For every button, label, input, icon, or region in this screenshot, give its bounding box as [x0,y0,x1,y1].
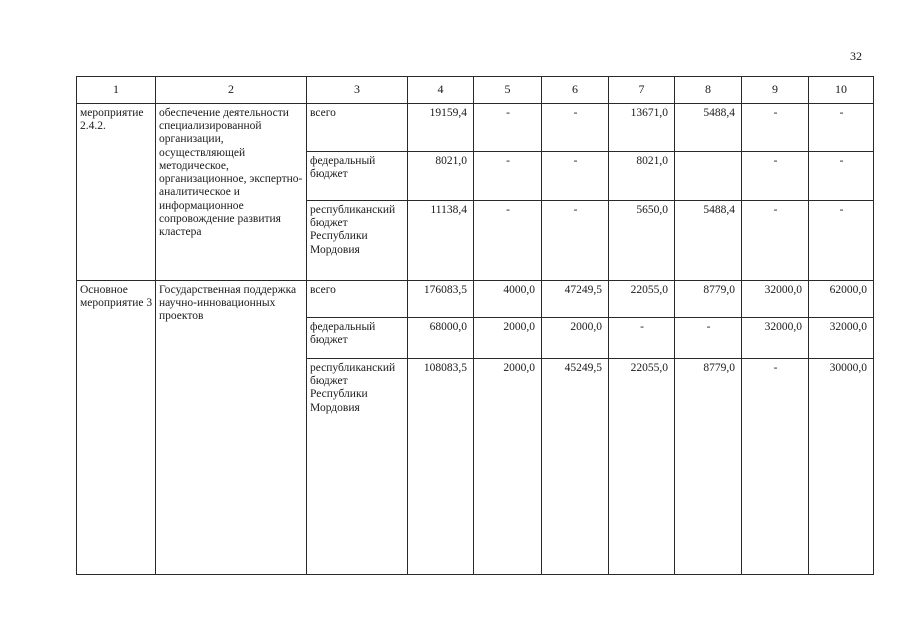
header-cell: 1 [77,77,156,104]
value-cell: 11138,4 [408,201,474,281]
value-cell: 176083,5 [408,281,474,318]
value-cell: 13671,0 [609,104,675,152]
value-cell: 5488,4 [675,104,742,152]
header-cell: 3 [307,77,408,104]
value-cell: 22055,0 [609,281,675,318]
funding-source-cell: федеральный бюджет [307,318,408,359]
value-cell: - [742,104,809,152]
value-cell: 2000,0 [474,359,542,575]
value-cell: 5650,0 [609,201,675,281]
value-cell [675,152,742,201]
header-cell: 9 [742,77,809,104]
table-row [77,281,874,318]
value-cell: 22055,0 [609,359,675,575]
value-cell: 2000,0 [542,318,609,359]
value-cell: 8021,0 [408,152,474,201]
activity-description-cell: обеспечение деятельности специализированной организации, осуществляющей методическое, организационное, экспертно-аналитическое и информационное сопровождение развития кластера [156,104,307,281]
page-number: 32 [850,49,862,63]
value-cell: - [474,152,542,201]
funding-source-cell: республиканский бюджет Республики Мордовия [307,201,408,281]
header-cell: 10 [809,77,874,104]
funding-source-cell: всего [307,281,408,318]
activity-description-cell: Государственная поддержка научно-инновационных проектов [156,281,307,575]
value-cell: 2000,0 [474,318,542,359]
value-cell: - [542,201,609,281]
header-cell: 8 [675,77,742,104]
budget-table [76,76,874,575]
value-cell: - [809,104,874,152]
value-cell: - [742,201,809,281]
funding-source-cell: республиканский бюджет Республики Мордовия [307,359,408,575]
value-cell: 30000,0 [809,359,874,575]
table-row [77,104,874,152]
value-cell: 62000,0 [809,281,874,318]
value-cell: - [609,318,675,359]
funding-source-cell: федеральный бюджет [307,152,408,201]
activity-name-cell: Основное мероприятие 3 [77,281,156,575]
header-cell: 7 [609,77,675,104]
value-cell: - [742,152,809,201]
value-cell: 68000,0 [408,318,474,359]
value-cell: - [809,152,874,201]
value-cell: - [542,152,609,201]
value-cell: - [675,318,742,359]
value-cell: 45249,5 [542,359,609,575]
value-cell: 8779,0 [675,281,742,318]
value-cell: 32000,0 [742,318,809,359]
value-cell: 108083,5 [408,359,474,575]
value-cell: 19159,4 [408,104,474,152]
header-cell: 2 [156,77,307,104]
value-cell: 5488,4 [675,201,742,281]
value-cell: 32000,0 [742,281,809,318]
value-cell: 47249,5 [542,281,609,318]
value-cell: - [742,359,809,575]
value-cell: - [474,104,542,152]
funding-source-cell: всего [307,104,408,152]
activity-name-cell: мероприятие 2.4.2. [77,104,156,281]
header-cell: 4 [408,77,474,104]
value-cell: 4000,0 [474,281,542,318]
header-row [77,77,874,104]
value-cell: - [542,104,609,152]
value-cell: 8021,0 [609,152,675,201]
value-cell: 32000,0 [809,318,874,359]
header-cell: 5 [474,77,542,104]
value-cell: - [474,201,542,281]
value-cell: - [809,201,874,281]
header-cell: 6 [542,77,609,104]
value-cell: 8779,0 [675,359,742,575]
